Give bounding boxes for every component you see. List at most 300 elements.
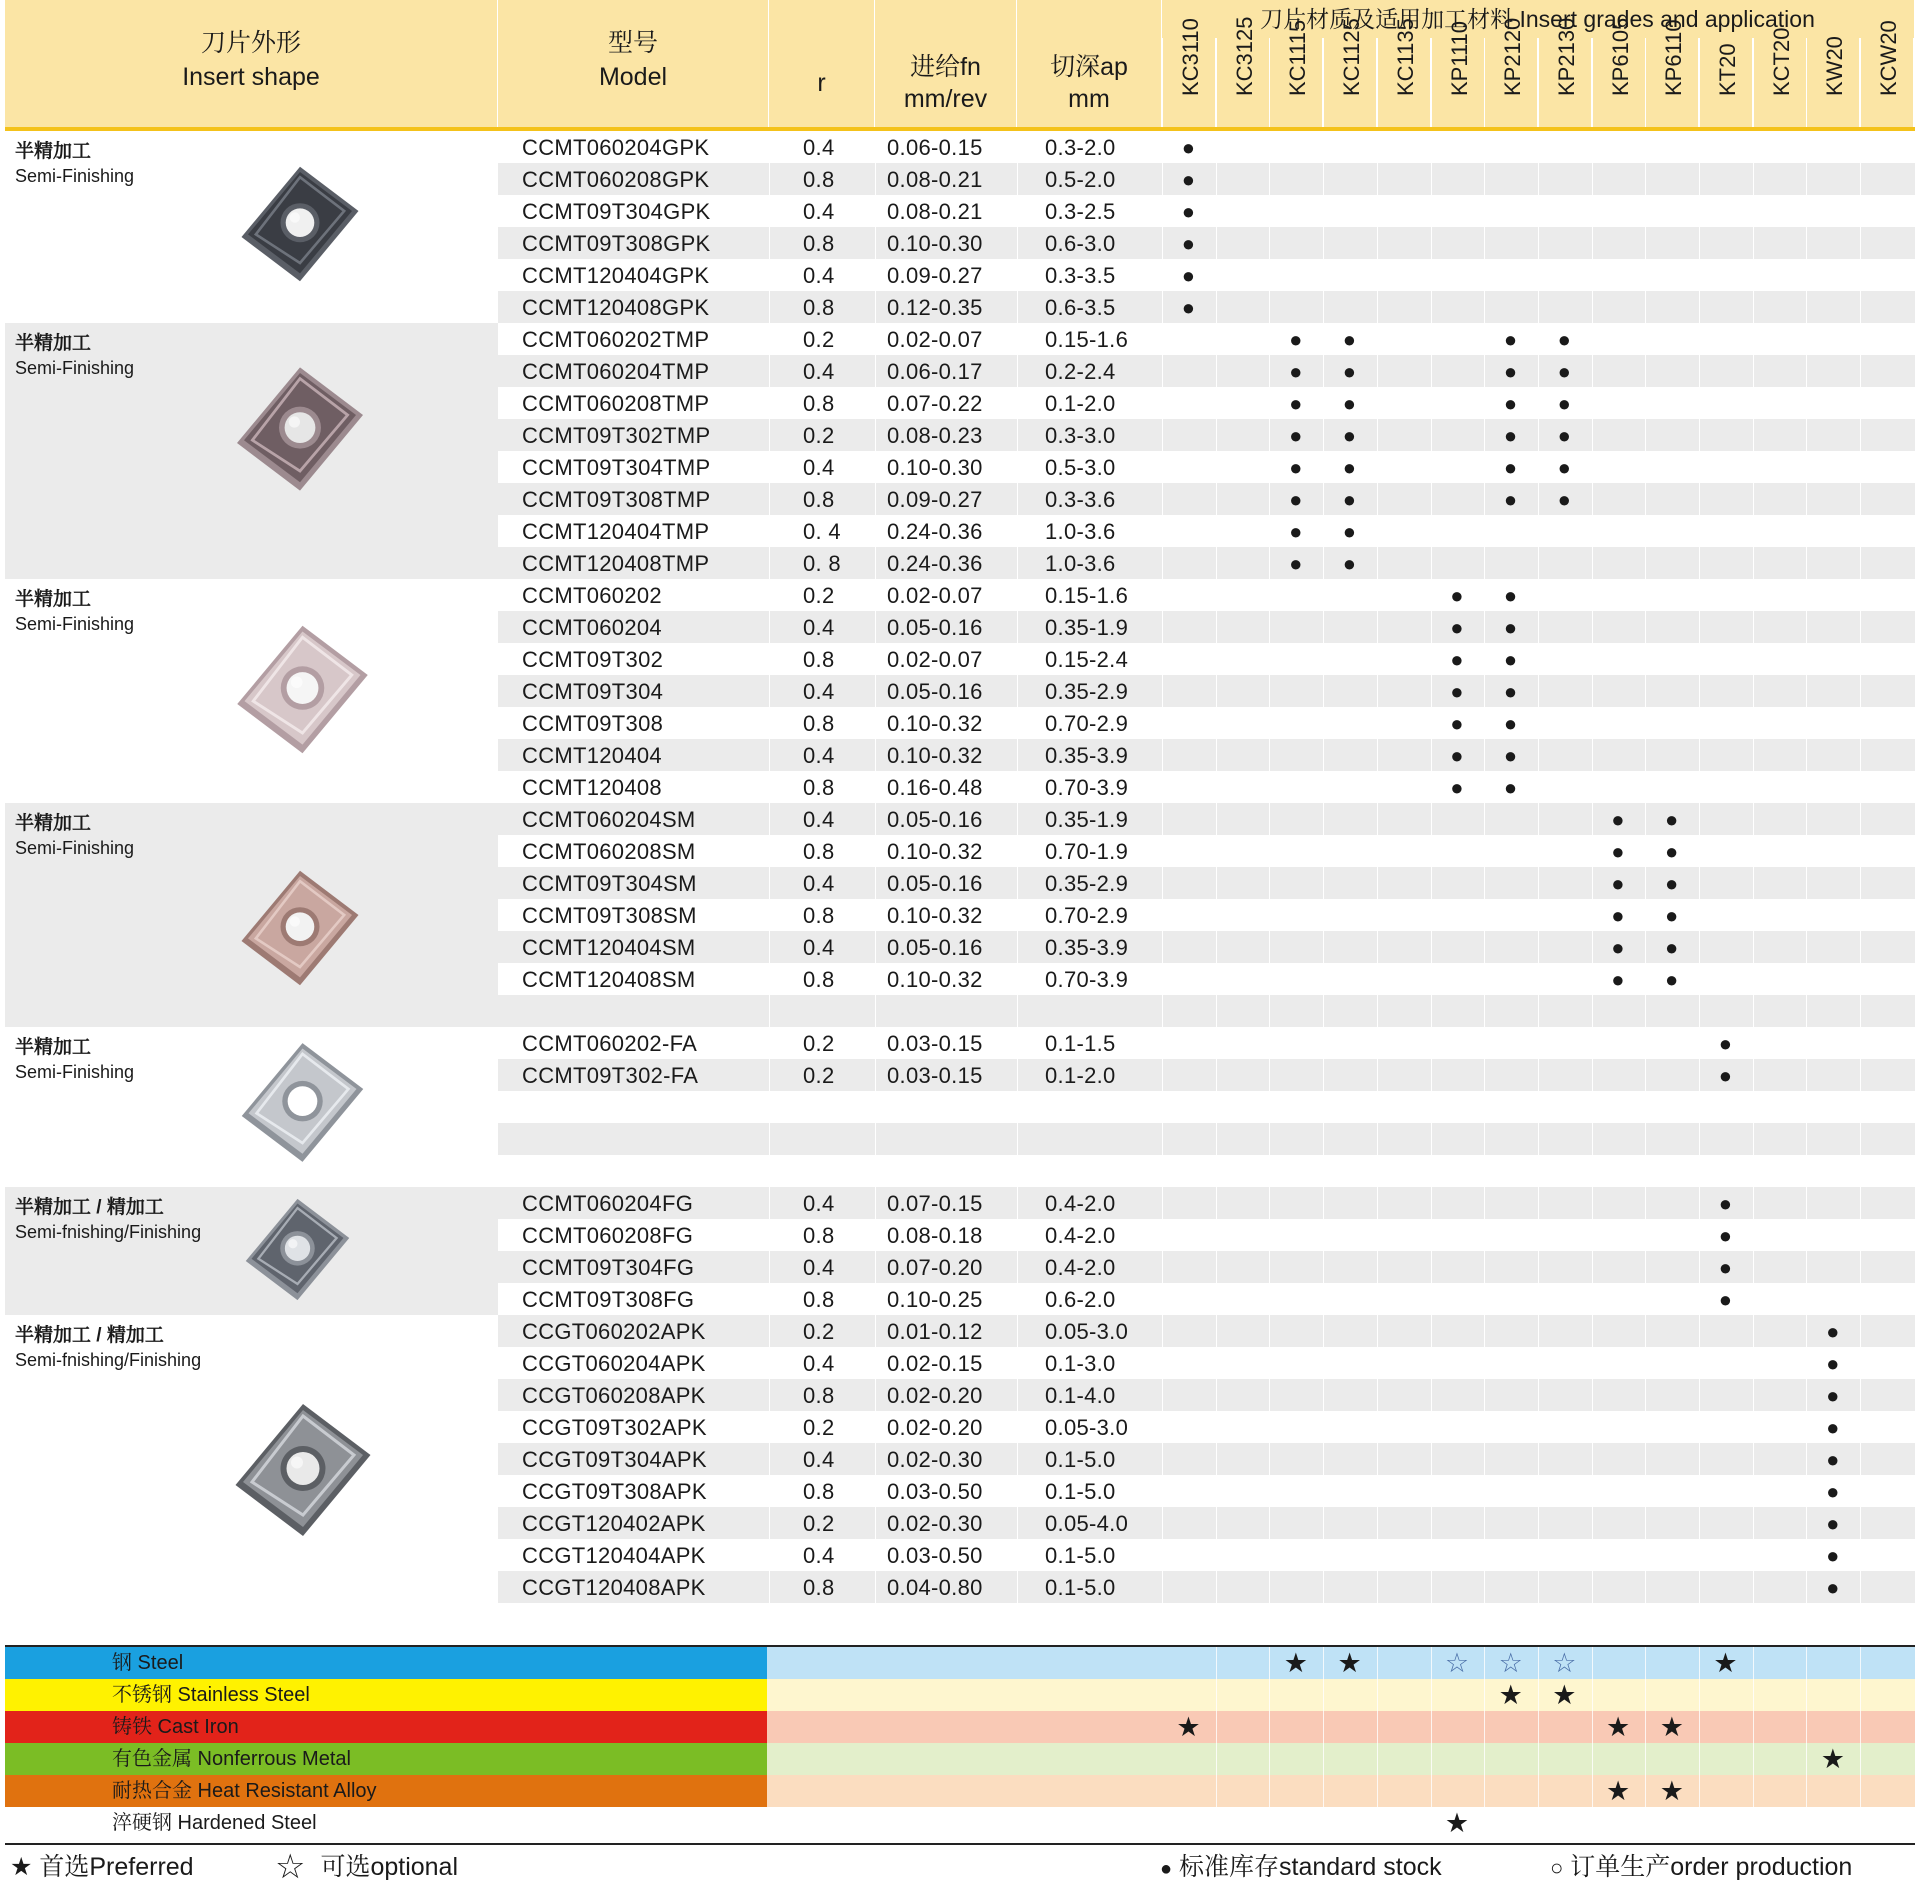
- table-row: [498, 259, 1915, 291]
- stock-dot-icon: ●: [1342, 359, 1357, 384]
- grade-header-kw20: [1806, 38, 1859, 128]
- column-divider: [1377, 131, 1378, 1635]
- material-grade-band: [767, 1775, 1915, 1807]
- cell-r: 0.8: [803, 391, 835, 416]
- cell-fn: 0.04-0.80: [887, 1575, 983, 1600]
- grade-header-kc3125: [1216, 16, 1269, 128]
- materials-bottom-rule: [5, 1843, 1915, 1845]
- grade-divider: [1377, 1647, 1378, 1679]
- cell-r: [803, 1603, 863, 1635]
- cell-r: 0.4: [803, 679, 835, 704]
- table-row: [498, 387, 1915, 419]
- grade-label: KP2130: [1553, 17, 1579, 96]
- cell-fn: 0.02-0.07: [887, 327, 983, 352]
- cell-r: [803, 1091, 863, 1123]
- legend-order: [1550, 1849, 1852, 1885]
- cell-fn: 0.10-0.30: [887, 231, 983, 256]
- cell-ap: 0.1-2.0: [1045, 1063, 1116, 1088]
- table-row: [498, 1539, 1915, 1571]
- material-grade-band: [767, 1711, 1915, 1743]
- cell-ap: 0.05-3.0: [1045, 1319, 1129, 1344]
- stock-dot-icon: ●: [1557, 487, 1572, 512]
- cell-ap: 0.4-2.0: [1045, 1191, 1116, 1216]
- grade-divider: [1269, 1743, 1270, 1775]
- table-row: [498, 1315, 1915, 1347]
- cell-ap: 0.70-1.9: [1045, 839, 1129, 864]
- cell-model: CCMT120404TMP: [522, 519, 710, 544]
- cell-fn: 0.02-0.20: [887, 1383, 983, 1408]
- cell-r: 0. 8: [803, 551, 841, 576]
- column-divider: [1699, 131, 1700, 1635]
- cell-r: 0.2: [803, 423, 835, 448]
- grade-label: KW20: [1822, 36, 1848, 96]
- grade-divider: [1645, 1647, 1646, 1679]
- cell-model: CCMT060208SM: [522, 839, 696, 864]
- preferred-star-icon: ★: [1552, 1680, 1577, 1710]
- material-grade-band: [767, 1743, 1915, 1775]
- table-row: [498, 515, 1915, 547]
- cell-r: 0.4: [803, 199, 835, 224]
- stock-dot-icon: ●: [1718, 1191, 1733, 1216]
- grade-divider: [1699, 1679, 1700, 1711]
- grade-label: KC1125: [1339, 18, 1365, 96]
- operation-zh: 半精加工: [15, 1037, 92, 1058]
- stock-dot-icon: ●: [1289, 487, 1303, 512]
- grade-divider: [1538, 1743, 1539, 1775]
- stock-dot-icon: ●: [1181, 167, 1196, 192]
- stock-dot-icon: ●: [1826, 1319, 1840, 1344]
- cell-fn: 0.10-0.32: [887, 743, 983, 768]
- stock-dot-icon: ●: [1503, 583, 1518, 608]
- column-divider: [1162, 131, 1163, 1635]
- cell-ap: 0.70-2.9: [1045, 711, 1129, 736]
- grade-divider: [1484, 1711, 1485, 1743]
- operation-en: Semi-Finishing: [15, 166, 135, 186]
- insert-shape-cell: [5, 323, 498, 579]
- grade-divider: [1484, 1743, 1485, 1775]
- cell-model: CCMT120408GPK: [522, 295, 710, 320]
- operation-zh: 半精加工: [15, 141, 92, 162]
- cell-model: CCMT120408SM: [522, 967, 696, 992]
- preferred-star-icon: ★: [1176, 1712, 1201, 1742]
- cell-ap: [1045, 1091, 1155, 1123]
- cell-model: CCMT09T304: [522, 679, 664, 704]
- grade-label: KC3125: [1231, 16, 1257, 96]
- table-row: [498, 1507, 1915, 1539]
- cell-model: CCMT120404SM: [522, 935, 696, 960]
- cell-r: 0.8: [803, 775, 835, 800]
- stock-dot-icon: ●: [1665, 871, 1679, 896]
- stock-dot-icon: ●: [1289, 519, 1303, 544]
- cell-model: CCMT09T302: [522, 647, 664, 672]
- grade-divider: [1484, 1807, 1485, 1839]
- table-row: [498, 1251, 1915, 1283]
- legend-optional: [275, 1849, 458, 1885]
- cell-model: CCMT060208TMP: [522, 391, 710, 416]
- stock-dot-icon: ●: [1611, 903, 1625, 928]
- cell-fn: 0.06-0.17: [887, 359, 983, 384]
- material-row: [5, 1647, 1915, 1679]
- cell-model: CCMT09T308: [522, 711, 664, 736]
- table-row: [498, 1571, 1915, 1603]
- cell-ap: 0.35-3.9: [1045, 743, 1129, 768]
- grade-divider: [1269, 1679, 1270, 1711]
- material-grade-band: [767, 1807, 1915, 1839]
- cell-fn: 0.06-0.15: [887, 135, 983, 160]
- legend-optional-text: 可选optional: [320, 1853, 459, 1881]
- table-row: [498, 739, 1915, 771]
- material-row: [5, 1679, 1915, 1711]
- cell-fn: 0.02-0.20: [887, 1415, 983, 1440]
- cell-r: 0.8: [803, 711, 835, 736]
- cell-model: CCGT060202APK: [522, 1319, 706, 1344]
- legend-preferred-text: 首选Preferred: [39, 1853, 194, 1881]
- stock-dot-icon: ●: [1181, 263, 1196, 288]
- table-row: [498, 547, 1915, 579]
- cell-model: CCMT09T304TMP: [522, 455, 711, 480]
- table-row: [498, 771, 1915, 803]
- table-row: [498, 579, 1915, 611]
- grade-divider: [1377, 1807, 1378, 1839]
- cell-fn: [887, 1155, 1007, 1187]
- cell-model: CCMT120408: [522, 775, 662, 800]
- grade-divider: [1645, 1807, 1646, 1839]
- material-row: [5, 1743, 1915, 1775]
- grade-divider: [1216, 1807, 1217, 1839]
- table-row: [498, 483, 1915, 515]
- table-row: [498, 355, 1915, 387]
- stock-dot-icon: ●: [1289, 359, 1303, 384]
- column-divider: [1806, 131, 1807, 1635]
- grade-divider: [1538, 1775, 1539, 1807]
- table-row: [498, 163, 1915, 195]
- cell-fn: 0.16-0.48: [887, 775, 983, 800]
- table-row: [498, 1219, 1915, 1251]
- grade-divider: [1860, 1807, 1861, 1839]
- header-model-en: Model: [598, 63, 668, 91]
- cell-model: CCMT09T302-FA: [522, 1063, 699, 1088]
- table-row: [498, 131, 1915, 163]
- cell-r: [803, 995, 863, 1027]
- preferred-star-icon: ★: [1444, 1808, 1470, 1838]
- header-model-zh: 型号: [607, 29, 658, 57]
- insert-catalog-table: [5, 0, 1915, 1900]
- grade-divider: [1753, 1679, 1754, 1711]
- cell-model: CCGT060208APK: [522, 1383, 706, 1408]
- cell-model: CCMT09T302TMP: [522, 423, 711, 448]
- stock-dot-icon: ●: [1342, 551, 1357, 576]
- stock-dot-icon: ●: [1181, 199, 1196, 224]
- legend-preferred: [10, 1849, 194, 1885]
- grade-divider: [1806, 1679, 1807, 1711]
- cell-r: 0.4: [803, 455, 835, 480]
- table-row: [498, 995, 1915, 1027]
- cell-ap: 0.2-2.4: [1045, 359, 1116, 384]
- cell-r: 0.8: [803, 1287, 835, 1312]
- cell-model: CCMT09T304FG: [522, 1255, 695, 1280]
- stock-dot-icon: ●: [1503, 775, 1518, 800]
- stock-dot-icon: ●: [1718, 1223, 1733, 1248]
- operation-zh: 半精加工: [15, 813, 92, 834]
- stock-dot-icon: ●: [1342, 455, 1357, 480]
- header-feed: [875, 0, 1017, 128]
- cell-fn: 0.03-0.15: [887, 1031, 983, 1056]
- grade-divider: [1806, 1775, 1807, 1807]
- stock-dot-icon: ●: [1503, 391, 1518, 416]
- cell-model: CCGT060204APK: [522, 1351, 706, 1376]
- table-row: [498, 291, 1915, 323]
- cell-ap: 0.15-1.6: [1045, 327, 1129, 352]
- cell-r: 0.8: [803, 967, 835, 992]
- table-row: [498, 707, 1915, 739]
- table-row: [498, 963, 1915, 995]
- cell-fn: 0.02-0.30: [887, 1447, 983, 1472]
- grade-divider: [1699, 1807, 1700, 1839]
- material-row: [5, 1775, 1915, 1807]
- grade-divider: [1806, 1807, 1807, 1839]
- cell-ap: 0.35-2.9: [1045, 871, 1129, 896]
- table-row: [498, 1283, 1915, 1315]
- table-row: [498, 1027, 1915, 1059]
- cell-ap: 0.35-2.9: [1045, 679, 1129, 704]
- table-row: [498, 867, 1915, 899]
- table-row: [498, 1187, 1915, 1219]
- cell-fn: [887, 1603, 1007, 1635]
- cell-fn: 0.10-0.32: [887, 967, 983, 992]
- cell-r: 0.8: [803, 647, 835, 672]
- grade-header-kc1135: [1377, 18, 1430, 128]
- cell-fn: 0.12-0.35: [887, 295, 983, 320]
- cell-r: 0. 4: [803, 519, 841, 544]
- cell-model: CCMT060204GPK: [522, 135, 710, 160]
- cell-ap: 0.35-1.9: [1045, 807, 1129, 832]
- table-row: [498, 1379, 1915, 1411]
- stock-dot-icon: ●: [1718, 1287, 1733, 1312]
- cell-ap: 0.1-1.5: [1045, 1031, 1116, 1056]
- cell-model: CCMT120408TMP: [522, 551, 710, 576]
- cell-fn: [887, 1123, 1007, 1155]
- grade-label: KCT20: [1768, 27, 1794, 96]
- stock-dot-icon: ●: [1557, 455, 1572, 480]
- material-label: 淬硬钢 Hardened Steel: [5, 1807, 767, 1839]
- grade-divider: [1753, 1711, 1754, 1743]
- stock-dot-icon: ●: [1826, 1415, 1840, 1440]
- preferred-star-icon: ★: [1605, 1712, 1631, 1742]
- grade-divider: [1269, 1711, 1270, 1743]
- grade-divider: [1323, 1679, 1324, 1711]
- column-divider: [1753, 131, 1754, 1635]
- cell-ap: 0.5-2.0: [1045, 167, 1116, 192]
- cell-ap: 0.6-3.5: [1045, 295, 1116, 320]
- stock-dot-icon: ●: [1342, 327, 1357, 352]
- cell-r: 0.4: [803, 807, 835, 832]
- grade-divider: [1216, 1743, 1217, 1775]
- material-row: [5, 1711, 1915, 1743]
- cell-model: CCMT060204SM: [522, 807, 696, 832]
- header-model: [498, 0, 769, 128]
- table-row: [498, 419, 1915, 451]
- column-divider: [1323, 131, 1324, 1635]
- grade-header-kp6110: [1645, 19, 1698, 128]
- cell-ap: 0.05-4.0: [1045, 1511, 1129, 1536]
- cell-ap: 0.3-3.6: [1045, 487, 1116, 512]
- table-row: [498, 1347, 1915, 1379]
- cell-fn: 0.02-0.07: [887, 583, 983, 608]
- cell-ap: 0.3-2.5: [1045, 199, 1116, 224]
- header-depth: [1017, 0, 1162, 128]
- cell-r: 0.4: [803, 1191, 835, 1216]
- cell-r: 0.4: [803, 615, 835, 640]
- cell-ap: 0.70-3.9: [1045, 967, 1129, 992]
- stock-dot-icon: ●: [1450, 615, 1464, 640]
- cell-model: CCMT09T308GPK: [522, 231, 711, 256]
- table-row: [498, 1155, 1915, 1187]
- cell-fn: 0.09-0.27: [887, 263, 983, 288]
- grade-header-kcw20: [1860, 20, 1913, 128]
- stock-dot-icon: ●: [1503, 327, 1518, 352]
- cell-model: CCMT060202: [522, 583, 662, 608]
- stock-dot-icon: ●: [1611, 807, 1625, 832]
- stock-dot-icon: ●: [1665, 903, 1679, 928]
- grade-divider: [1592, 1679, 1593, 1711]
- cell-r: 0.8: [803, 1383, 835, 1408]
- table-row: [498, 835, 1915, 867]
- material-grade-band: [767, 1679, 1915, 1711]
- grade-divider: [1431, 1743, 1432, 1775]
- cell-r: [803, 1155, 863, 1187]
- stock-dot-icon: ●: [1450, 583, 1464, 608]
- grade-divider: [1753, 1647, 1754, 1679]
- grade-header-kc1115: [1269, 19, 1322, 128]
- copper-sm-insert-image: [235, 863, 365, 998]
- cell-model: CCMT060202TMP: [522, 327, 710, 352]
- stock-dot-icon: ●: [1503, 455, 1518, 480]
- cell-ap: 0.1-4.0: [1045, 1383, 1116, 1408]
- stock-dot-icon: ●: [1450, 743, 1464, 768]
- order-circle-icon: ○: [1550, 1855, 1564, 1880]
- cell-r: 0.4: [803, 359, 835, 384]
- stock-dot-icon: ●: [1611, 967, 1625, 992]
- grade-divider: [1216, 1679, 1217, 1711]
- polished-apk-insert-image: [228, 1395, 378, 1550]
- table-row: [498, 1123, 1915, 1155]
- preferred-star-icon: ★: [1605, 1776, 1631, 1806]
- operation-en: Semi-Finishing: [15, 1062, 135, 1082]
- cell-fn: 0.08-0.23: [887, 423, 983, 448]
- grade-divider: [1377, 1743, 1378, 1775]
- cell-ap: 0.3-2.0: [1045, 135, 1116, 160]
- cell-r: 0.2: [803, 327, 835, 352]
- cell-fn: 0.05-0.16: [887, 615, 983, 640]
- stock-dot-icon: ●: [1450, 711, 1464, 736]
- insert-shape-cell: [5, 803, 498, 1027]
- stock-dot-icon: ●: [1826, 1383, 1840, 1408]
- grade-label: KC3110: [1178, 18, 1203, 96]
- grade-divider: [1860, 1647, 1861, 1679]
- table-row: [498, 1091, 1915, 1123]
- cell-r: 0.8: [803, 1479, 835, 1504]
- grade-divider: [1377, 1775, 1378, 1807]
- cell-ap: 0.1-5.0: [1045, 1447, 1116, 1472]
- preferred-star-icon: ★: [1820, 1744, 1845, 1774]
- cell-r: 0.4: [803, 135, 835, 160]
- cell-r: 0.4: [803, 1543, 835, 1568]
- operation-en: Semi-fnishing/Finishing: [15, 1350, 202, 1370]
- table-row: [498, 1603, 1915, 1635]
- header-r: r: [817, 69, 826, 97]
- legend-standard: [1160, 1849, 1442, 1885]
- insert-shape-cell: [5, 1187, 498, 1315]
- grade-divider: [1860, 1711, 1861, 1743]
- grade-divider: [1484, 1775, 1485, 1807]
- cell-ap: 0.3-3.5: [1045, 263, 1116, 288]
- grade-label: KCW20: [1876, 20, 1902, 96]
- cell-fn: 0.10-0.32: [887, 711, 983, 736]
- dark-gray-gpk-insert-image: [235, 159, 365, 294]
- column-divider: [1017, 131, 1018, 1635]
- stock-dot-icon: ●: [1289, 423, 1303, 448]
- grade-divider: [1538, 1807, 1539, 1839]
- cell-fn: 0.03-0.50: [887, 1479, 983, 1504]
- cell-fn: 0.05-0.16: [887, 679, 983, 704]
- grade-label: KP6105: [1607, 17, 1633, 96]
- material-label: 不锈钢 Stainless Steel: [5, 1679, 767, 1711]
- grade-divider: [1753, 1775, 1754, 1807]
- preferred-star-icon: ★: [1659, 1776, 1684, 1806]
- cell-fn: 0.10-0.32: [887, 839, 983, 864]
- stock-dot-icon: ●: [1503, 743, 1518, 768]
- grade-divider: [1860, 1775, 1861, 1807]
- grade-header-kt20: [1699, 38, 1752, 128]
- column-divider: [1645, 131, 1646, 1635]
- cell-r: 0.8: [803, 839, 835, 864]
- cell-r: 0.2: [803, 583, 835, 608]
- insert-shape-cell: [5, 131, 498, 323]
- material-label: 有色金属 Nonferrous Metal: [5, 1743, 767, 1775]
- cell-r: 0.8: [803, 231, 835, 256]
- cell-r: 0.2: [803, 1063, 835, 1088]
- cell-model: CCMT120404GPK: [522, 263, 710, 288]
- header-feed-unit: mm/rev: [903, 85, 988, 113]
- header-shape-zh: 刀片外形: [200, 29, 301, 57]
- table-row: [498, 643, 1915, 675]
- preferred-star-icon: ★: [1337, 1648, 1362, 1678]
- stock-dot-icon: ●: [1450, 679, 1464, 704]
- cell-model: CCMT060204: [522, 615, 662, 640]
- stock-dot-icon: ●: [1342, 423, 1357, 448]
- grade-divider: [1806, 1711, 1807, 1743]
- grade-label: KP1110: [1446, 20, 1472, 96]
- cell-model: CCGT09T308APK: [522, 1479, 707, 1504]
- silver-rose-insert-image: [230, 617, 375, 767]
- cell-model: CCMT09T308FG: [522, 1287, 695, 1312]
- grade-header-kct20: [1753, 27, 1806, 128]
- stock-dot-icon: ●: [1503, 679, 1518, 704]
- cell-fn: 0.07-0.22: [887, 391, 983, 416]
- cell-ap: 0.15-1.6: [1045, 583, 1129, 608]
- silver-fa-insert-image: [235, 1035, 370, 1175]
- cell-ap: [1045, 1123, 1155, 1155]
- table-row: [498, 323, 1915, 355]
- cell-model: CCMT09T304GPK: [522, 199, 711, 224]
- material-row: [5, 1807, 1915, 1839]
- cell-ap: 0.1-3.0: [1045, 1351, 1116, 1376]
- cell-fn: 0.08-0.21: [887, 199, 983, 224]
- grade-divider: [1323, 1807, 1324, 1839]
- cell-fn: 0.01-0.12: [887, 1319, 983, 1344]
- gray-fg-insert-image: [240, 1187, 355, 1317]
- cell-fn: 0.08-0.21: [887, 167, 983, 192]
